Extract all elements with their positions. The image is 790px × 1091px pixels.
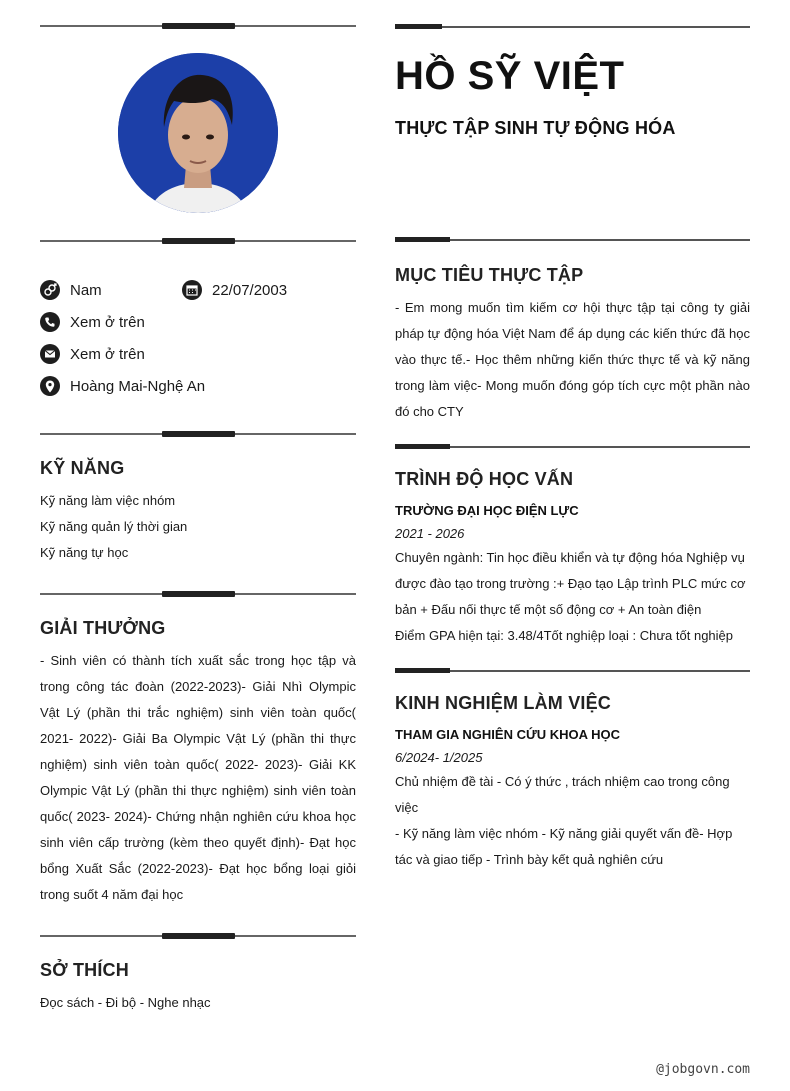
gender-icon <box>40 280 60 300</box>
experience-period: 6/2024- 1/2025 <box>395 750 483 765</box>
phone-value: Xem ở trên <box>70 313 145 331</box>
candidate-title: THỰC TẬP SINH TỰ ĐỘNG HÓA <box>395 118 676 138</box>
objective-text: - Em mong muốn tìm kiếm cơ hội thực tập tại công ty giải pháp tự động hóa Việt Nam để áp dụng các kiến thức đã học vào thực tế.- Học thêm những kiến thức thực tế và kỹ năng trong làm việc- Mong muốn đóng góp tích cực một phần nào đó cho CTY <box>395 300 750 419</box>
divider <box>40 593 356 595</box>
profile-photo <box>118 53 278 213</box>
divider <box>395 446 750 448</box>
calendar-icon <box>182 280 202 300</box>
awards-heading: GIẢI THƯỞNG <box>40 618 166 638</box>
skill-item: Kỹ năng làm việc nhóm <box>40 493 176 508</box>
experience-heading: KINH NGHIỆM LÀM VIỆC <box>395 693 612 713</box>
education-period: 2021 - 2026 <box>395 526 465 541</box>
gender-value: Nam <box>70 281 102 299</box>
address-row <box>40 376 205 396</box>
divider <box>40 433 356 435</box>
person-portrait <box>118 53 278 213</box>
birthdate-value: 22/07/2003 <box>212 281 288 299</box>
hobbies-text: Đọc sách - Đi bộ - Nghe nhạc <box>40 995 211 1010</box>
awards-text: - Sinh viên có thành tích xuất sắc trong học tập và trong công tác đoàn (2022-2023)- Giải Nhì Olympic Vật Lý (phần thi trắc nghiệm) sinh viên toàn quốc( 2021- 2022)- Giải Ba Olympic Vật Lý (phần thi thực nghiệm) sinh viên toàn quốc( 2022- 2023)- Giải KK Olympic Vật Lý (phần thi thực nghiệm) sinh viên toàn quốc( 2023- 2024)- Chứng nhận nghiên cứu khoa học sinh viên cấp trường (kèm theo quyết định)- Đạt học bổng Xuất Sắc (2022-2023)- Đạt học bổng loại giỏi trong suốt 4 năm đại học <box>40 653 356 902</box>
divider <box>395 26 750 28</box>
birthdate-row <box>182 280 287 300</box>
email-value: Xem ở trên <box>70 345 145 363</box>
skill-item: Kỹ năng tự học <box>40 545 129 560</box>
skills-heading: KỸ NĂNG <box>40 458 125 478</box>
phone-icon <box>40 312 60 332</box>
gender-row <box>40 280 102 300</box>
divider <box>40 240 356 242</box>
experience-line: - Kỹ năng làm việc nhóm - Kỹ năng giải quyết vấn đề- Hợp tác và giao tiếp - Trình bày kết quả nghiên cứu <box>395 826 733 867</box>
education-gpa: Điểm GPA hiện tại: 3.48/4Tốt nghiệp loại : Chưa tốt nghiệp <box>395 628 733 643</box>
experience-org: THAM GIA NGHIÊN CỨU KHOA HỌC <box>395 727 621 742</box>
skill-item: Kỹ năng quản lý thời gian <box>40 519 188 534</box>
experience-line: Chủ nhiệm đề tài - Có ý thức , trách nhiệm cao trong công việc <box>395 774 730 815</box>
email-row <box>40 344 145 364</box>
divider <box>395 239 750 241</box>
location-pin-icon <box>40 376 60 396</box>
address-value: Hoàng Mai-Nghệ An <box>70 377 206 395</box>
watermark: @jobgovn.com <box>656 1062 750 1077</box>
school-name: TRƯỜNG ĐẠI HỌC ĐIỆN LỰC <box>395 503 579 518</box>
email-icon <box>40 344 60 364</box>
hobbies-heading: SỞ THÍCH <box>40 960 129 980</box>
divider <box>395 670 750 672</box>
candidate-name: HỒ SỸ VIỆT <box>395 54 625 98</box>
objective-heading: MỤC TIÊU THỰC TẬP <box>395 265 584 285</box>
education-heading: TRÌNH ĐỘ HỌC VẤN <box>395 469 574 489</box>
divider <box>40 25 356 27</box>
divider <box>40 935 356 937</box>
education-details: Chuyên ngành: Tin học điều khiển và tự động hóa Nghiệp vụ được đào tạo trong trường :+ Đạo tạo Lập trình PLC mức cơ bản + Đấu nối thực tế một số động cơ + An toàn điện <box>395 550 746 617</box>
phone-row <box>40 312 145 332</box>
